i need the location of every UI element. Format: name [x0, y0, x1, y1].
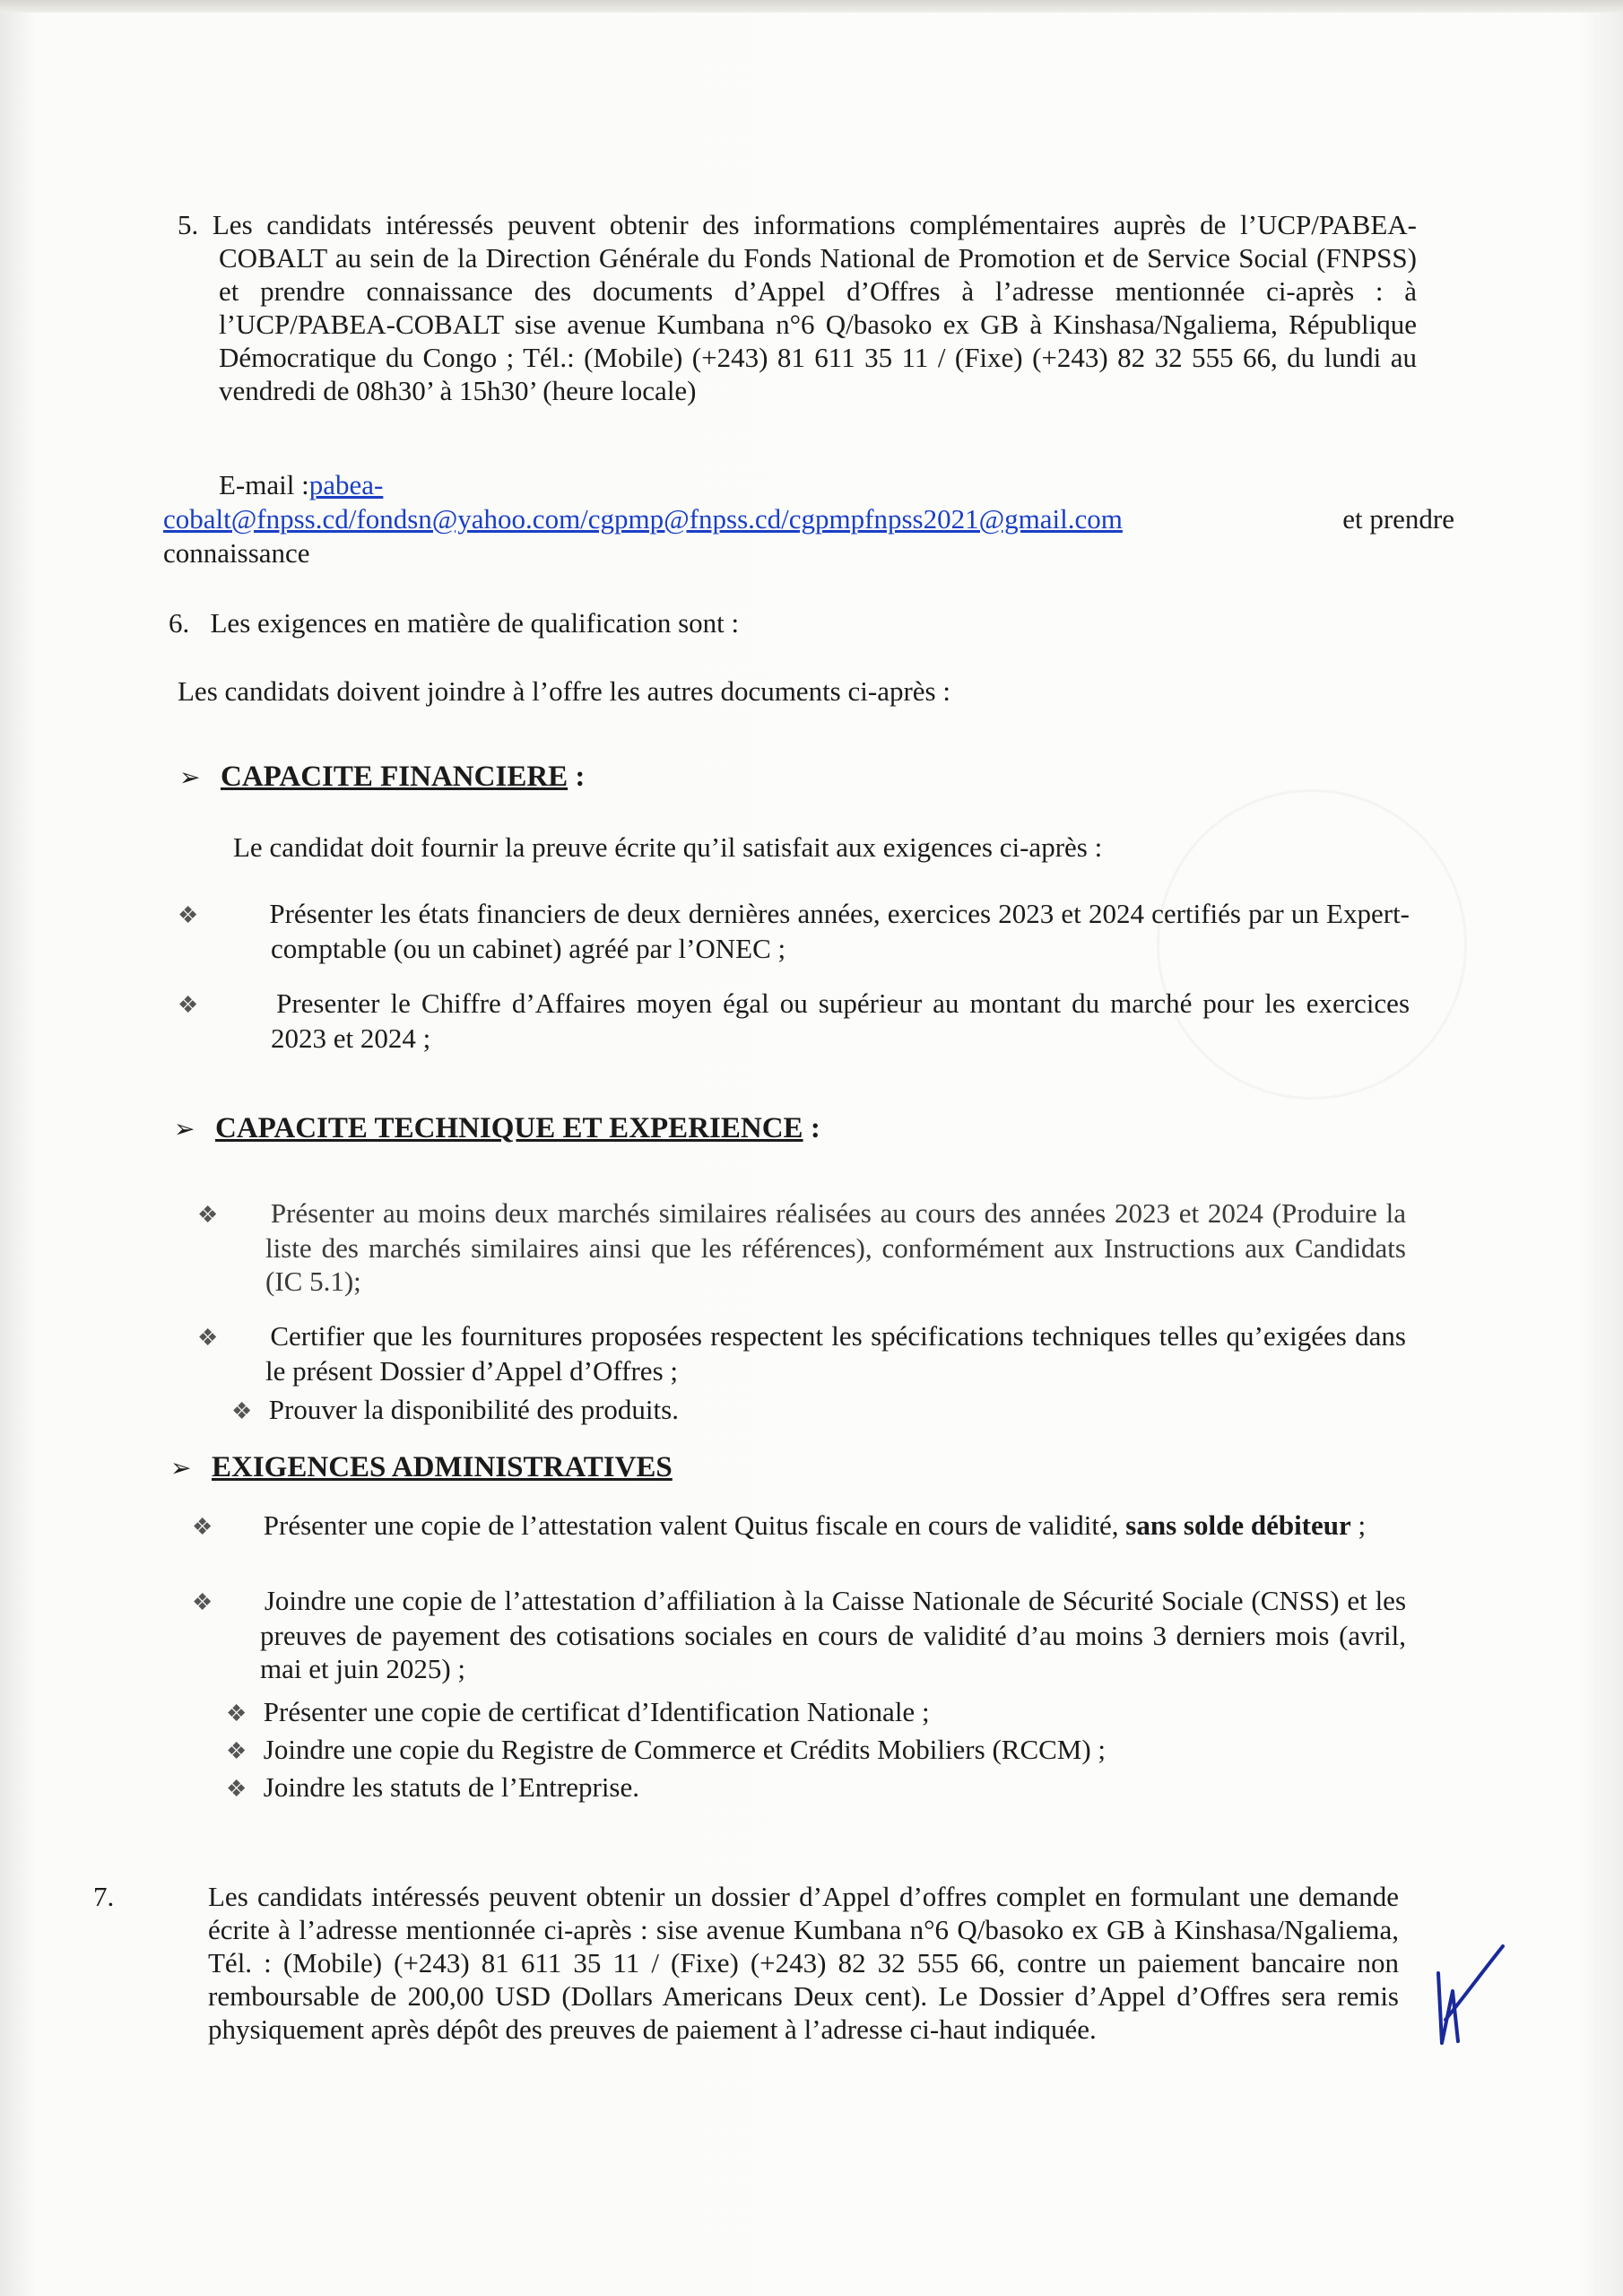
arrow-bullet-icon: ➢ [174, 1116, 195, 1144]
administrative-item [226, 1770, 639, 1805]
administrative-heading-text: EXIGENCES ADMINISTRATIVES [212, 1451, 673, 1483]
item7-text: Les candidats intéressés peuvent obtenir un dossier d’Appel d’offres complet en formulant une demande écrite à l’adresse mentionnée ci-après : sise avenue Kumbana n°6 Q/basoko ex GB à Kinshasa/Ngaliema, Tél. : (Mobile) (+243) 81 611 35 11 / (Fixe) (+243) 82 32 555 66, contre un paiement bancaire non remboursable de 200,00 USD (Dollars Americans Deux cent). Le Dossier d’Appel d’Offres sera remis physiquement après dépôt des preuves de paiement à l’adresse ci-haut indiquée. [208, 1881, 1399, 2045]
diamond-bullet-icon: ❖ [226, 1738, 247, 1764]
email-link-part1[interactable]: pabea- [308, 469, 384, 500]
financial-heading [179, 761, 585, 795]
technical-item-text: Prouver la disponibilité des produits. [268, 1394, 679, 1425]
diamond-bullet-icon: ❖ [192, 1589, 213, 1615]
administrative-heading [170, 1451, 673, 1485]
item5-email-line3 [163, 536, 310, 570]
financial-item [178, 897, 1410, 965]
technical-heading-colon: : [803, 1112, 820, 1144]
financial-intro [233, 831, 1102, 864]
item6-intro-text: Les candidats doivent joindre à l’offre les autres documents ci-après : [178, 675, 950, 707]
diamond-bullet-icon: ❖ [178, 902, 199, 928]
email-trail2: connaissance [163, 537, 310, 569]
email-trail: et prendre [1342, 503, 1454, 535]
technical-item-text: Certifier que les fournitures proposées respectent les spécifications techniques telles qu’exigées dans le présent Dossier d’Appel d’Offres ; [265, 1320, 1406, 1387]
financial-heading-colon: : [568, 761, 586, 793]
diamond-bullet-icon: ❖ [226, 1700, 247, 1726]
item5-text: Les candidats intéressés peuvent obtenir des informations complémentaires auprès de l’UCP/PABEA-COBALT au sein de la Direction Générale du Fonds National de Promotion et de Service Social (FNPSS) et prendre connaissance des documents d’Appel d’Offres à l’adresse mentionnée ci-après : à l’UCP/PABEA-COBALT sise avenue Kumbana n°6 Q/basoko ex GB à Kinshasa/Ngaliema, République Démocratique du Congo ; Tél.: (Mobile) (+243) 81 611 35 11 / (Fixe) (+243) 82 32 555 66, du lundi au vendredi de 08h30’ à 15h30’ (heure locale) [212, 209, 1417, 406]
administrative-item-text: Joindre les statuts de l’Entreprise. [263, 1771, 640, 1803]
diamond-bullet-icon: ❖ [197, 1325, 219, 1351]
diamond-bullet-icon: ❖ [231, 1398, 253, 1424]
administrative-item-text: Joindre une copie de l’attestation d’affiliation à la Caisse Nationale de Sécurité Sociale (CNSS) et les preuves de payement des cotisations sociales en cours de validité d’au moins 3 derniers mois (avril, mai et juin 2025) ; [260, 1585, 1407, 1684]
administrative-item-text: Présenter une copie de l’attestation valent Quitus fiscale en cours de validité, [263, 1509, 1126, 1541]
item5-paragraph [178, 208, 1417, 407]
administrative-item-end: ; [1350, 1509, 1367, 1541]
administrative-item [226, 1695, 930, 1730]
technical-item [197, 1196, 1406, 1298]
financial-heading-text: CAPACITE FINANCIERE [221, 761, 568, 793]
diamond-bullet-icon: ❖ [197, 1202, 219, 1228]
arrow-bullet-icon: ➢ [179, 764, 201, 792]
email-link-part2[interactable]: cobalt@fnpss.cd/fondsn@yahoo.com/cgpmp@fnpss.cd/cgpmpfnpss2021@gmail.com [163, 503, 1123, 535]
email-label: E-mail : [219, 469, 309, 500]
item6-number: 6. [169, 607, 190, 639]
administrative-item [192, 1509, 1406, 1544]
diamond-bullet-icon: ❖ [192, 1514, 213, 1540]
technical-heading-text: CAPACITE TECHNIQUE ET EXPERIENCE [215, 1112, 803, 1144]
administrative-item-bold: sans solde débiteur [1125, 1509, 1351, 1541]
item5-number: 5. [178, 209, 199, 240]
technical-heading [174, 1112, 820, 1146]
administrative-item [192, 1584, 1407, 1685]
financial-intro-text: Le candidat doit fournir la preuve écrite qu’il satisfait aux exigences ci-après : [233, 831, 1103, 863]
handwritten-initial-signature [1426, 1937, 1506, 2054]
item7-paragraph [93, 1880, 1399, 2046]
technical-item-text: Présenter au moins deux marchés similaires réalisées au cours des années 2023 et 2024 (Produire la liste des marchés similaires ainsi que les références), conformément aux Instructions aux Candidats (IC 5.1); [265, 1197, 1406, 1297]
administrative-item-text: Présenter une copie de certificat d’Identification Nationale ; [263, 1696, 930, 1727]
item6-intro [178, 674, 950, 708]
financial-item-text: Présenter les états financiers de deux dernières années, exercices 2023 et 2024 certifiés par un Expert-comptable (ou un cabinet) agréé par l’ONEC ; [269, 898, 1410, 964]
administrative-item-text: Joindre une copie du Registre de Commerce et Crédits Mobiliers (RCCM) ; [263, 1734, 1107, 1765]
technical-item [231, 1393, 679, 1428]
item5-email-line [219, 468, 383, 501]
technical-item [197, 1319, 1406, 1387]
financial-item-text: Presenter le Chiffre d’Affaires moyen égal ou supérieur au montant du marché pour les exercices 2023 et 2024 ; [271, 987, 1410, 1054]
financial-item [178, 987, 1410, 1055]
scan-edge [0, 0, 1623, 13]
administrative-item [226, 1733, 1106, 1768]
diamond-bullet-icon: ❖ [178, 992, 199, 1018]
item6-text: Les exigences en matière de qualification sont : [210, 607, 740, 639]
arrow-bullet-icon: ➢ [170, 1455, 192, 1483]
item6-paragraph [169, 606, 739, 639]
item5-email-line2 [163, 502, 1454, 535]
item7-number: 7. [93, 1881, 115, 1912]
diamond-bullet-icon: ❖ [226, 1776, 247, 1802]
